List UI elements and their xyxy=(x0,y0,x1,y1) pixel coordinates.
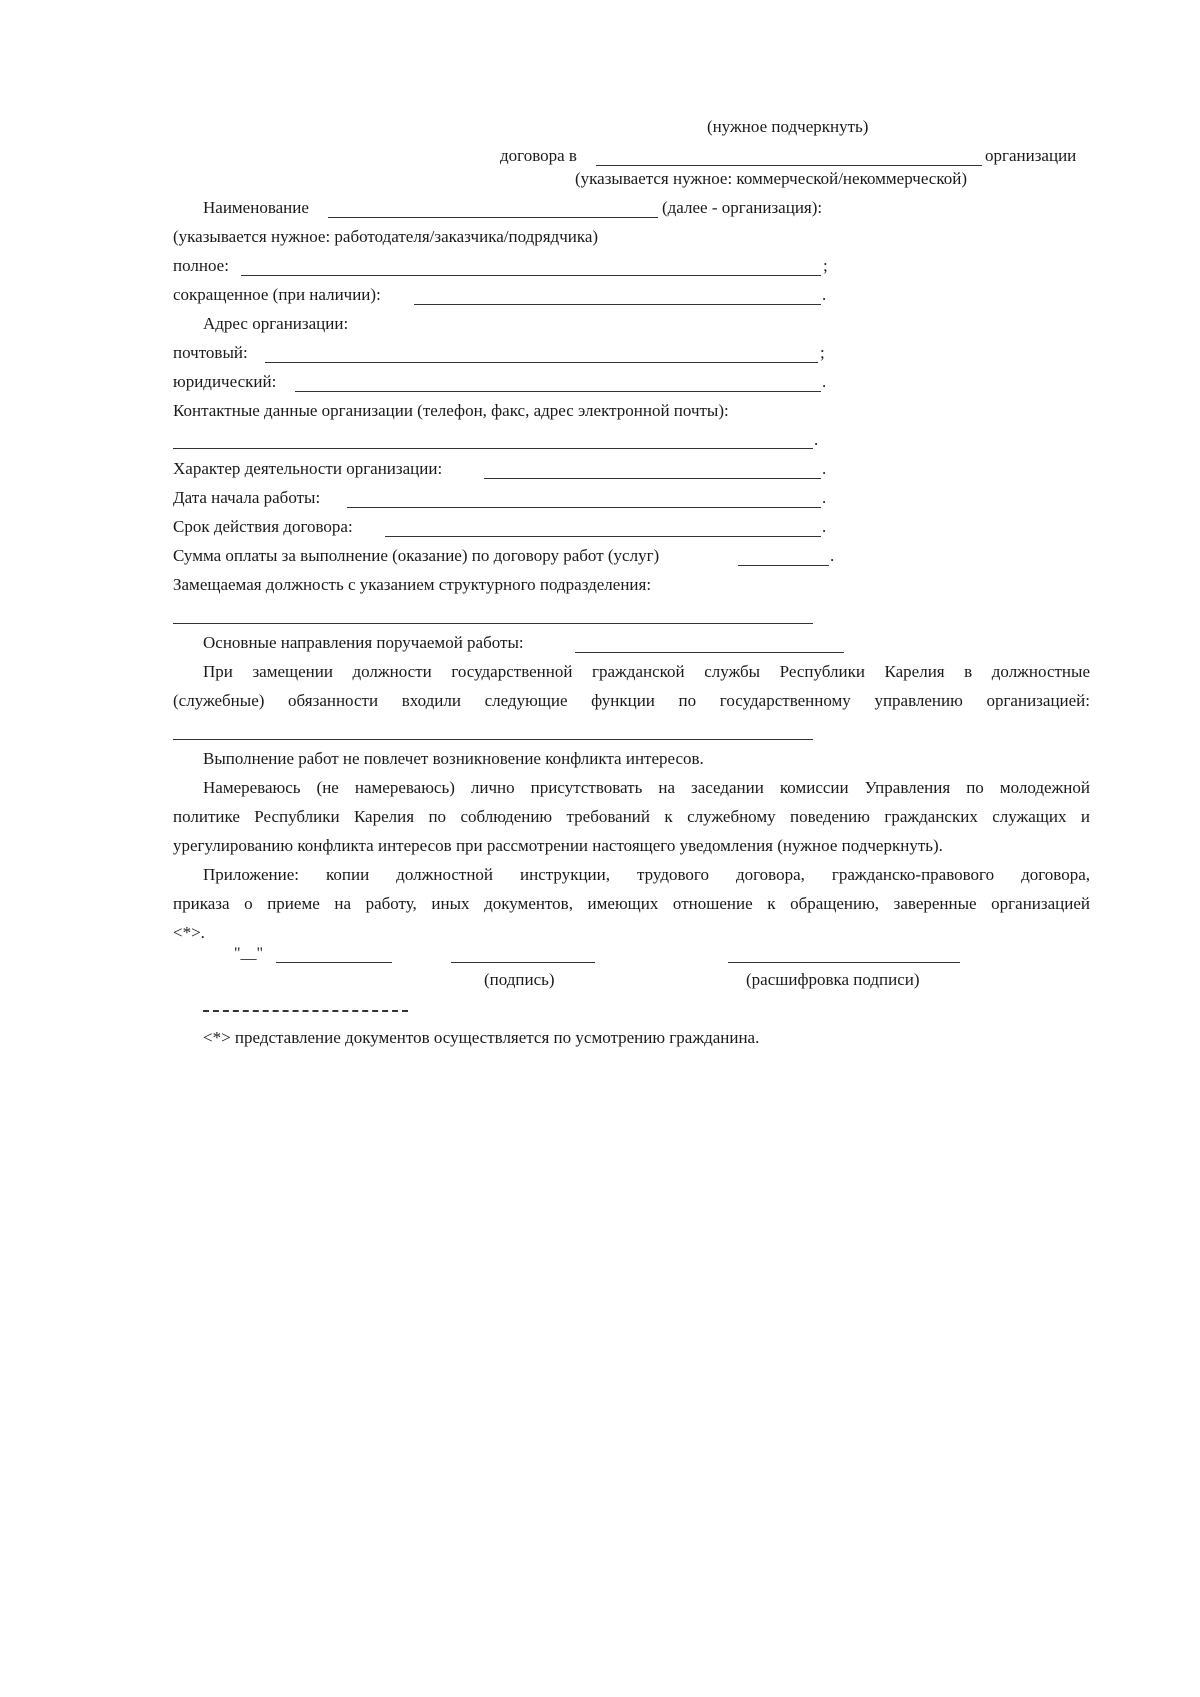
legal-end: . xyxy=(822,372,827,391)
signature-field[interactable] xyxy=(451,962,595,963)
short-name-end: . xyxy=(822,285,827,304)
organization-type-field[interactable] xyxy=(596,165,982,166)
position-field[interactable] xyxy=(173,623,813,624)
directions-field[interactable] xyxy=(575,652,844,653)
attend-line-1: Намереваюсь (не намереваюсь) лично присутствовать на заседании комиссии Управления по молодежной xyxy=(203,778,1090,797)
org-name-label: Наименование xyxy=(203,198,309,217)
start-date-end: . xyxy=(822,488,827,507)
date-field[interactable] xyxy=(276,962,392,963)
org-type-hint: (указывается нужное: коммерческой/некоммерческой) xyxy=(575,169,967,188)
activity-end: . xyxy=(822,459,827,478)
activity-field[interactable] xyxy=(484,478,821,479)
postal-end: ; xyxy=(820,343,825,362)
term-label: Срок действия договора: xyxy=(173,517,353,536)
signature-decoding-field[interactable] xyxy=(728,962,960,963)
address-label: Адрес организации: xyxy=(203,314,349,333)
appendix-line-1: Приложение: копии должностной инструкции, трудового договора, гражданско-правового договора, xyxy=(203,865,1090,884)
postal-label: почтовый: xyxy=(173,343,248,362)
appendix-line-2: приказа о приеме на работу, иных документов, имеющих отношение к обращению, заверенные организацией xyxy=(173,894,1090,913)
functions-line-1: При замещении должности государственной гражданской службы Республики Карелия в должностные xyxy=(203,662,1090,681)
full-name-label: полное: xyxy=(173,256,229,275)
position-label: Замещаемая должность с указанием структурного подразделения: xyxy=(173,575,652,594)
attend-line-2: политике Республики Карелия по соблюдению требований к служебному поведению гражданских служащих и xyxy=(173,807,1090,826)
org-name-suffix: (далее - организация): xyxy=(662,198,823,217)
date-quotes: "__" xyxy=(234,945,264,962)
postal-address-field[interactable] xyxy=(265,362,818,363)
organization-word: организации xyxy=(985,146,1077,165)
full-name-end: ; xyxy=(823,256,828,275)
functions-field[interactable] xyxy=(173,739,813,740)
org-name-field[interactable] xyxy=(328,217,658,218)
term-field[interactable] xyxy=(385,536,821,537)
short-name-field[interactable] xyxy=(414,304,821,305)
payment-end: . xyxy=(830,546,835,565)
functions-line-2: (служебные) обязанности входили следующие функции по государственному управлению организацией: xyxy=(173,691,1090,710)
payment-label: Сумма оплаты за выполнение (оказание) по договору работ (услуг) xyxy=(173,546,660,565)
contract-in-label: договора в xyxy=(500,146,577,165)
directions-label: Основные направления поручаемой работы: xyxy=(203,633,524,652)
start-date-field[interactable] xyxy=(347,507,821,508)
decoding-caption: (расшифровка подписи) xyxy=(746,970,920,989)
term-end: . xyxy=(822,517,827,536)
legal-label: юридический: xyxy=(173,372,277,391)
activity-label: Характер деятельности организации: xyxy=(173,459,443,478)
appendix-line-3: <*>. xyxy=(173,923,205,942)
no-conflict-statement: Выполнение работ не повлечет возникновение конфликта интересов. xyxy=(203,749,704,768)
underline-note: (нужное подчеркнуть) xyxy=(707,117,869,136)
contacts-field[interactable] xyxy=(173,448,813,449)
signature-caption: (подпись) xyxy=(484,970,555,989)
payment-field[interactable] xyxy=(738,565,829,566)
start-date-label: Дата начала работы: xyxy=(173,488,321,507)
org-role-hint: (указывается нужное: работодателя/заказчика/подрядчика) xyxy=(173,227,599,246)
contacts-label: Контактные данные организации (телефон, факс, адрес электронной почты): xyxy=(173,401,729,420)
attend-line-3: урегулированию конфликта интересов при рассмотрении настоящего уведомления (нужное подчеркнуть). xyxy=(173,836,943,855)
footnote-separator xyxy=(203,1010,408,1012)
footnote-text: <*> представление документов осуществляется по усмотрению гражданина. xyxy=(203,1028,760,1047)
full-name-field[interactable] xyxy=(241,275,821,276)
legal-address-field[interactable] xyxy=(295,391,821,392)
short-name-label: сокращенное (при наличии): xyxy=(173,285,381,304)
contacts-end: . xyxy=(814,430,819,449)
